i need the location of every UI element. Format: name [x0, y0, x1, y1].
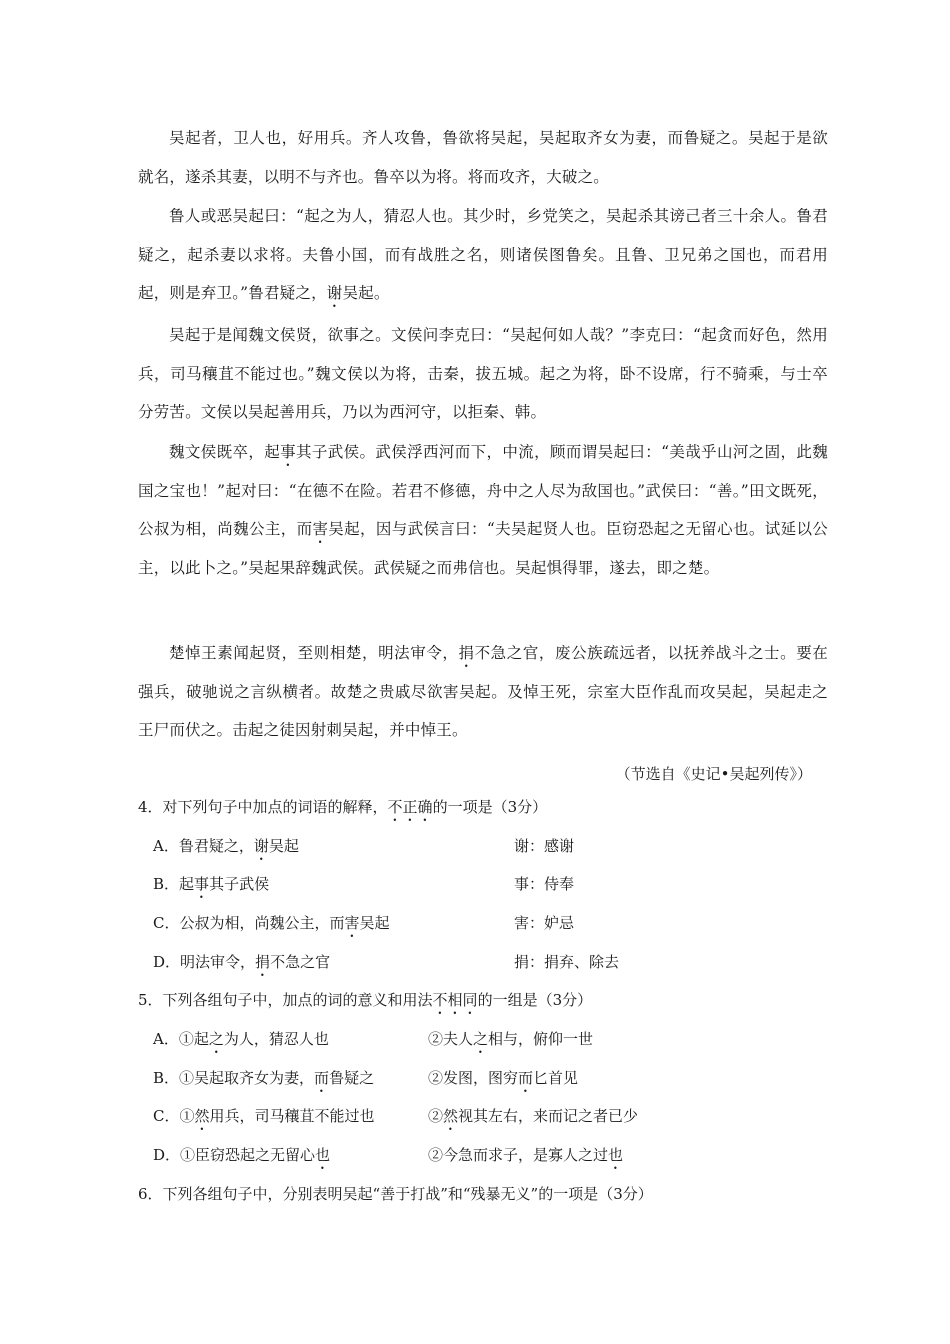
- option-text: 吴起: [359, 914, 390, 932]
- option-text: ②夫人: [428, 1030, 474, 1048]
- passage-paragraph-5: [138, 634, 828, 750]
- q5-option-c-pair: [428, 1101, 638, 1134]
- dotted-word: 然: [194, 1107, 210, 1125]
- passage-text: 吴起者，卫人也，好用兵。齐人攻鲁，鲁欲将吴起，吴起取齐女为妻，而鲁疑之。吴起于是欲就名，遂杀其妻，以明不与齐也。鲁卒以为将。将而攻齐，大破之。: [138, 129, 828, 186]
- question-text: 的一组是（3分）: [477, 991, 593, 1009]
- option-label: D．: [153, 1146, 181, 1164]
- question-5-stem: [138, 985, 592, 1018]
- q5-option-a[interactable]: [153, 1024, 329, 1057]
- option-text: 鲁君疑之，: [178, 837, 254, 855]
- passage-paragraph-1: [138, 119, 828, 196]
- passage-paragraph-2: [138, 197, 828, 313]
- option-text: 鲁疑之: [329, 1069, 375, 1087]
- dotted-word: 也: [608, 1146, 624, 1164]
- option-text: ②今急而求子，是寡人之过: [428, 1146, 609, 1164]
- dotted-word: 事: [280, 443, 296, 461]
- dotted-word: 害: [344, 914, 360, 932]
- option-label: C．: [153, 914, 180, 932]
- dotted-word: 捐: [255, 953, 271, 971]
- option-text: 不急之官: [270, 953, 331, 971]
- q4-option-a[interactable]: [153, 831, 299, 864]
- dotted-word: 害: [312, 520, 329, 538]
- option-label: B．: [153, 1069, 180, 1087]
- passage-text: 吴起于是闻魏文侯贤，欲事之。文侯问李克曰：“吴起何如人哉？”李克曰：“起贪而好色，然用兵，司马穰苴不能过也。”魏文侯以为将，击秦，拔五城。起之为将，卧不设席，行不骑乘，与士卒分劳苦。文侯以吴起善用兵，乃以为西河守，以拒秦、韩。: [138, 326, 828, 421]
- dotted-word: 不相同: [432, 991, 478, 1009]
- passage-text: 吴起。: [342, 284, 390, 302]
- question-4-stem: [138, 792, 547, 825]
- option-label: A．: [153, 837, 179, 855]
- option-text: ①: [179, 1107, 195, 1125]
- dotted-word: 然: [443, 1107, 459, 1125]
- dotted-word: 捐: [458, 644, 475, 662]
- option-text: ①臣窃恐起之无留心: [180, 1146, 316, 1164]
- option-text: 公叔为相，尚魏公主，而: [179, 914, 345, 932]
- option-text: 为人，猜忍人也: [223, 1030, 329, 1048]
- passage-text: 楚悼王素闻起贤，至则相楚，明法审令，: [169, 644, 459, 662]
- dotted-word: 事: [194, 875, 210, 893]
- passage-text: 吴起，因与武侯言曰：“夫吴起贤人也。臣窃恐起之无留心也。试延以公主，以此卜之。”吴起果辞魏武侯。武侯疑之而弗信也。吴起惧得罪，遂去，即之楚。: [138, 520, 829, 577]
- option-label: A．: [153, 1030, 179, 1048]
- passage-text: 不急之官，废公族疏远者，以抚养战斗之士。要在强兵，破驰说之言纵横者。故楚之贵戚尽欲害吴起。及悼王死，宗室大臣作乱而攻吴起，吴起走之王尸而伏之。击起之徒因射刺吴起，并中悼王。: [138, 644, 829, 739]
- question-text: 的一项是（3分）: [432, 798, 548, 816]
- dotted-word: 也: [315, 1146, 331, 1164]
- dotted-word: 不正确: [387, 798, 433, 816]
- passage-text: 魏文侯既卒，起: [169, 443, 281, 461]
- passage-source: （节选自《史记•吴起列传》）: [615, 765, 812, 783]
- q4-option-a-gloss: 谢：感谢: [514, 837, 575, 855]
- question-text: 4．对下列句子中加点的词语的解释，: [138, 798, 388, 816]
- q4-option-d-gloss: 捐：捐弃、除去: [514, 953, 620, 971]
- option-text: 视其左右，来而记之者已少: [458, 1107, 639, 1125]
- question-6-stem: 6．下列各组句子中，分别表明吴起“善于打战”和“残暴无义”的一项是（3分）: [138, 1185, 653, 1203]
- q4-option-c-gloss: 害：妒忌: [514, 914, 575, 932]
- q5-option-c[interactable]: [153, 1101, 375, 1134]
- passage-paragraph-3: [138, 316, 828, 432]
- q4-option-b-gloss: 事：侍奉: [514, 875, 575, 893]
- q4-option-c[interactable]: [153, 908, 390, 941]
- option-text: ①起: [178, 1030, 209, 1048]
- dotted-word: 之: [208, 1030, 224, 1048]
- q5-option-d-pair: [428, 1140, 623, 1173]
- option-text: 吴起: [268, 837, 299, 855]
- passage-text: 其子武侯。武侯浮西河而下，中流，顾而谓吴起曰：“美哉乎山河之固，此魏国之宝也！”起对曰：“在德不在险。若君不修德，舟中之人尽为敌国也。”武侯曰：“善。”田文既死，公叔为相，尚魏公主，而: [138, 443, 828, 538]
- option-text: ①吴起取齐女为妻，: [179, 1069, 315, 1087]
- q5-option-a-pair: [428, 1024, 593, 1057]
- passage-text: 鲁人或恶吴起曰：“起之为人，猜忍人也。其少时，乡党笑之，吴起杀其谤己者三十余人。鲁君疑之，起杀妻以求将。夫鲁小国，而有战胜之名，则诸侯图鲁矣。且鲁、卫兄弟之国也，而君用起，则是弃卫。”鲁君疑之，: [138, 207, 828, 302]
- option-text: 明法审令，: [180, 953, 256, 971]
- option-text: ②发图，图穷: [428, 1069, 519, 1087]
- q4-option-b[interactable]: [153, 869, 269, 902]
- question-text: 5．下列各组句子中，加点的词的意义和用法: [138, 991, 433, 1009]
- dotted-word: 谢: [326, 284, 343, 302]
- option-text: 匕首见: [533, 1069, 579, 1087]
- q4-option-d[interactable]: [153, 947, 330, 980]
- dotted-word: 之: [473, 1030, 489, 1048]
- option-text: 用兵，司马穰苴不能过也: [209, 1107, 375, 1125]
- option-label: C．: [153, 1107, 180, 1125]
- option-label: D．: [153, 953, 181, 971]
- option-label: B．: [153, 875, 180, 893]
- dotted-word: 而: [314, 1069, 330, 1087]
- q5-option-b[interactable]: [153, 1063, 374, 1096]
- option-text: 相与，俯仰一世: [488, 1030, 594, 1048]
- option-text: ②: [428, 1107, 444, 1125]
- option-text: 其子武侯: [209, 875, 270, 893]
- q5-option-d[interactable]: [153, 1140, 330, 1173]
- q5-option-b-pair: [428, 1063, 578, 1096]
- dotted-word: 谢: [253, 837, 269, 855]
- option-text: 起: [179, 875, 195, 893]
- dotted-word: 而: [518, 1069, 534, 1087]
- passage-paragraph-4: [138, 433, 828, 587]
